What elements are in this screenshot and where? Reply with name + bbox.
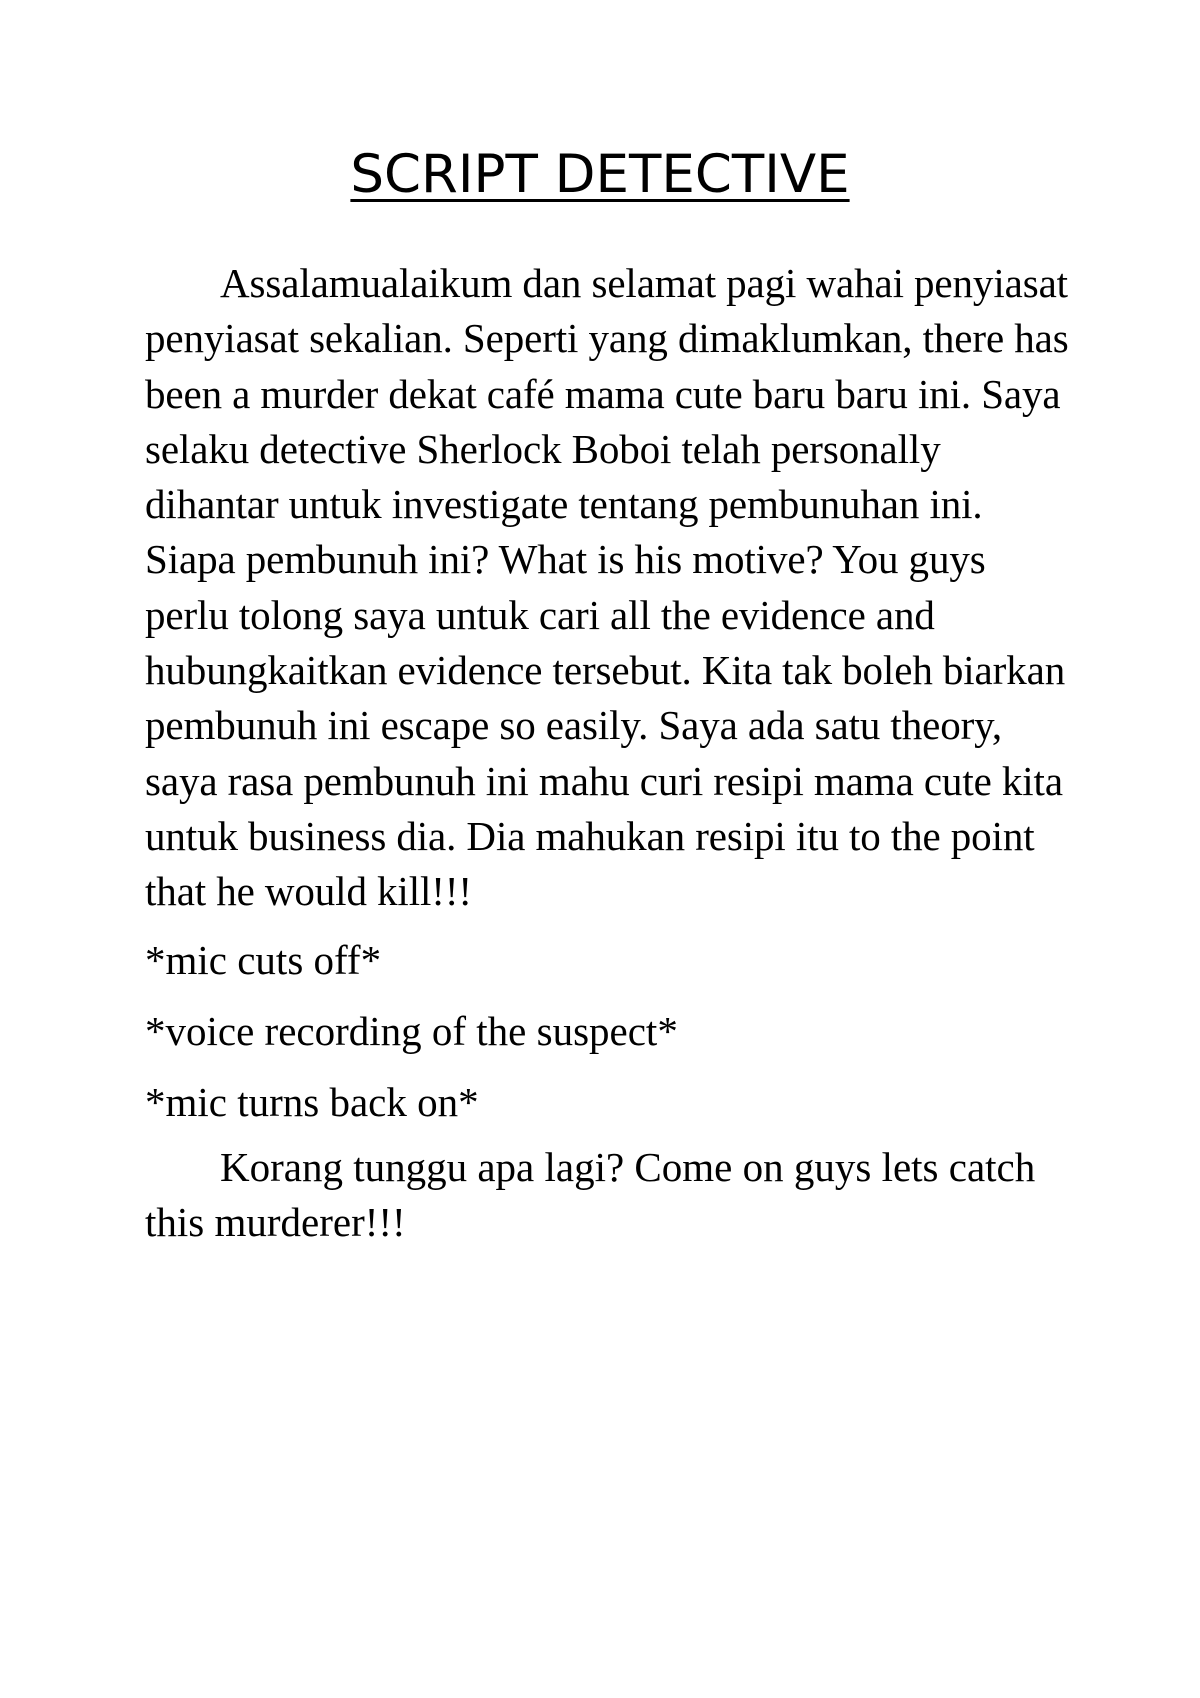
stage-direction-voice-recording: *voice recording of the suspect* [145,1007,678,1054]
document-title: SCRIPT DETECTIVE [350,144,850,205]
intro-paragraph: Assalamualaikum dan selamat pagi wahai penyiasat penyiasat sekalian. Seperti yang dimaklumkan, there has been a murder dekat café mama cute baru baru ini. Saya selaku detective Sherlock Boboi telah personally dihantar untuk investigate tentang pembunuhan ini. Siapa pembunuh ini? What is his motive? You guys perlu tolong saya untuk cari all the evidence and hubungkaitkan evidence tersebut. Kita tak boleh biarkan pembunuh ini escape so easily. Saya ada satu theory, saya rasa pembunuh ini mahu curi resipi mama cute kita untuk business dia. Dia mahukan resipi itu to the point that he would kill!!! [145,260,1069,915]
document-body [145,256,1075,1250]
stage-direction-mic-on: *mic turns back on* [145,1078,479,1125]
closing-paragraph: Korang tunggu apa lagi? Come on guys lets catch this murderer!!! [145,1143,1036,1245]
stage-direction-mic-off: *mic cuts off* [145,936,382,983]
